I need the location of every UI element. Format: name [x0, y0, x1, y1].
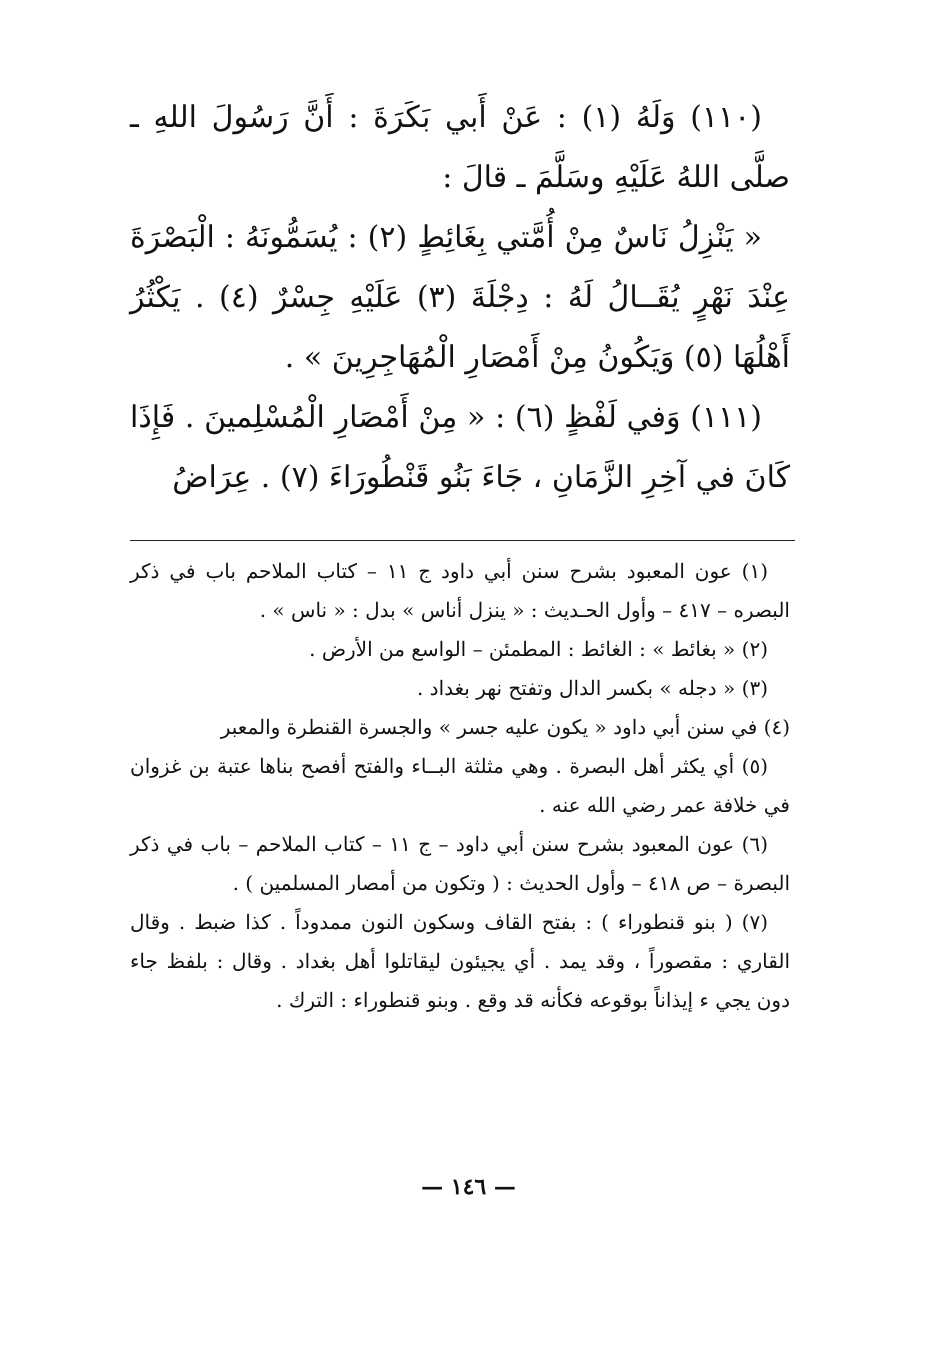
- main-text: [130, 88, 790, 508]
- page-number: — ١٤٦ —: [421, 1174, 516, 1200]
- footnote-2: (٢) « بغائط » : الغائط : المطمئن – الواسع من الأرض .: [309, 637, 768, 661]
- footnote-6: (٦) عون المعبود بشرح سنن أبي داود – ج ١١ – كتاب الملاحم – باب في ذكر البصرة – ص ٤١٨ – وأول الحديث : ( وتكون من أمصار المسلمين ) .: [130, 832, 790, 895]
- footnote-7: (٧) ( بنو قنطوراء ) : بفتح القاف وسكون النون ممدوداً . كذا ضبط . وقال القاري : مقصوراً ، وقد يمد . أي يجيئون ليقاتلوا أهل بغداد . وقال : بلفظ جاء دون يجي ء إيذاناً بوقوعه فكأنه قد وقع . وبنو قنطوراء : الترك .: [130, 910, 790, 1012]
- footnotes: [130, 552, 790, 1020]
- hadith-110-quote: « يَنْزِلُ نَاسٌ مِنْ أُمَّتي بِغَائِطٍ (٢) : يُسَمُّونَهُ : الْبَصْرَةَ عِنْدَ نَهْرٍ يُقَــالُ لَهُ : دِجْلَةَ (٣) عَلَيْهِ جِسْرٌ (٤) . يَكْثُرُ أَهْلُهَا (٥) وَيَكُونُ مِنْ أَمْصَارِ الْمُهَاجِرِينَ » .: [130, 220, 790, 375]
- footnote-5: (٥) أي يكثر أهل البصرة . وهي مثلثة البــاء والفتح أفصح بناها عتبة بن غزوان في خلافة عمر رضي الله عنه .: [130, 754, 790, 817]
- footnote-3: (٣) « دجله » بكسر الدال وتفتح نهر بغداد .: [416, 676, 768, 700]
- hadith-111: (١١١) وَفي لَفْظٍ (٦) : « مِنْ أَمْصَارِ الْمُسْلِمينَ . فَإِذَا كَانَ في آخِرِ الزَّمَانِ ، جَاءَ بَنُو قَنْطُورَاءَ (٧) . عِرَاضُ: [130, 400, 790, 495]
- footnote-1: (١) عون المعبود بشرح سنن أبي داود ج ١١ – كتاب الملاحم باب في ذكر البصره – ٤١٧ – وأول الحـديث : « ينزل أناس » بدل : « ناس » .: [130, 559, 790, 622]
- footnote-divider: [130, 540, 795, 541]
- hadith-110-intro: (١١٠) وَلَهُ (١) : عَنْ أَبي بَكَرَةَ : أَنَّ رَسُولَ اللهِ ـ صلَّى اللهُ عَلَيْهِ وسَلَّمَ ـ قالَ :: [130, 100, 790, 195]
- footnote-4: (٤) في سنن أبي داود « يكون عليه جسر » والجسرة القنطرة والمعبر: [220, 715, 790, 739]
